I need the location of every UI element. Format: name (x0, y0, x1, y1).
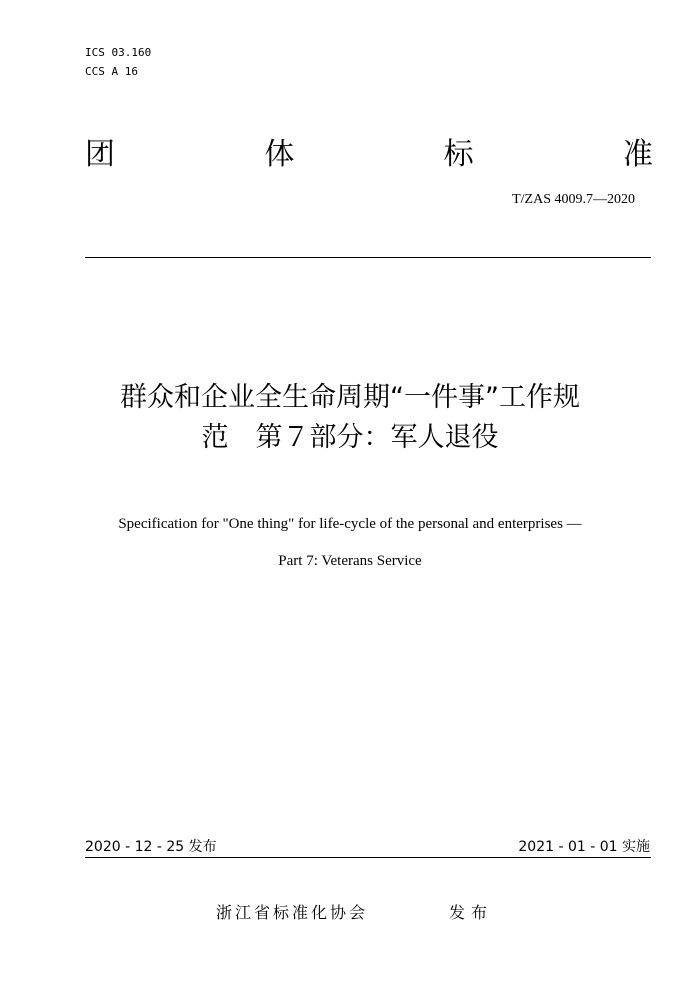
english-title (60, 506, 640, 580)
issue-label: 发布 (449, 903, 494, 922)
standard-type-char: 体 (264, 137, 295, 172)
english-title-line-2: Part 7: Veterans Service (278, 553, 422, 569)
ccs-code: CCS A 16 (85, 65, 138, 78)
standard-type-char: 团 (85, 137, 115, 172)
top-divider (85, 257, 651, 258)
publish-date: 2020 - 12 - 25 发布 (85, 839, 217, 855)
english-title-line-1: Specification for "One thing" for life-cycle of the personal and enterprises — (118, 516, 582, 532)
chinese-title (60, 378, 640, 458)
bottom-divider (85, 857, 651, 858)
standard-type-heading (85, 138, 653, 172)
implement-date: 2021 - 01 - 01 实施 (518, 839, 650, 855)
classification-codes (85, 43, 151, 81)
standard-number: T/ZAS 4009.7—2020 (512, 192, 635, 207)
standard-type-char: 准 (622, 137, 653, 172)
standard-type-char: 标 (443, 137, 474, 172)
ics-code: ICS 03.160 (85, 46, 152, 59)
chinese-title-line-1: 群众和企业全生命周期“一件事”工作规 (120, 382, 580, 413)
chinese-title-line-2: 范 第７部分：军人退役 (201, 422, 499, 453)
issuer-name: 浙江省标准化协会 (216, 903, 369, 922)
